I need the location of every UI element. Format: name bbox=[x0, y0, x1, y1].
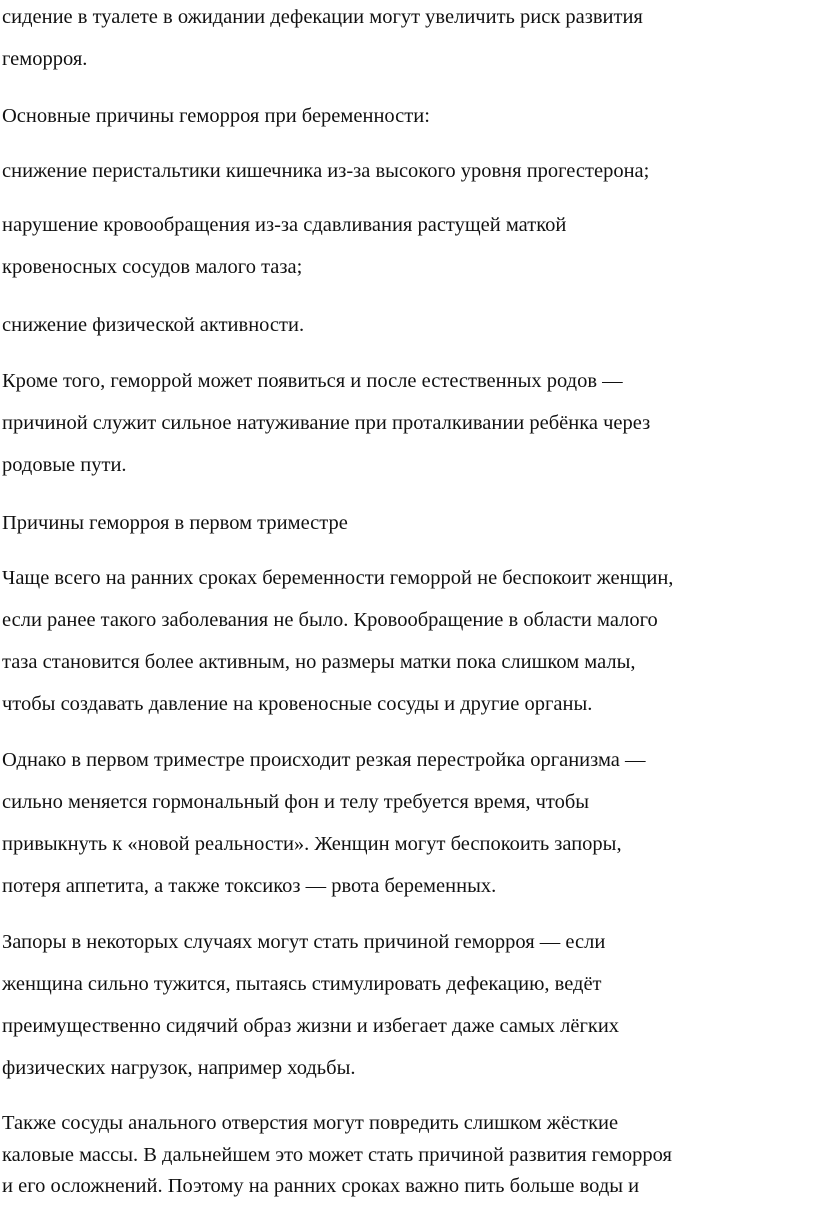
text-line: преимущественно сидячий образ жизни и избегает даже самых лёгких bbox=[2, 1015, 620, 1037]
list-item-peristalsis bbox=[2, 150, 649, 192]
section-heading-first-trimester bbox=[2, 502, 348, 544]
text-line: привыкнуть к «новой реальности». Женщин могут беспокоить запоры, bbox=[2, 833, 622, 855]
text-line: нарушение кровообращения из-за сдавливания растущей маткой bbox=[2, 214, 567, 236]
text-line: женщина сильно тужится, пытаясь стимулировать дефекацию, ведёт bbox=[2, 973, 602, 995]
paragraph-hygiene-risk bbox=[2, 0, 643, 80]
text-line: таза становится более активным, но размеры матки пока слишком малы, bbox=[2, 651, 636, 673]
list-item-activity bbox=[2, 304, 304, 346]
text-line: Запоры в некоторых случаях могут стать причиной геморроя — если bbox=[2, 931, 606, 953]
text-line: чтобы создавать давление на кровеносные сосуды и другие органы. bbox=[2, 693, 593, 715]
text-line: Причины геморроя в первом триместре bbox=[2, 512, 348, 534]
text-line: кровеносных сосудов малого таза; bbox=[2, 256, 303, 278]
paragraph-main-causes-heading bbox=[2, 95, 430, 137]
text-line: родовые пути. bbox=[2, 454, 127, 476]
text-line: Основные причины геморроя при беременности: bbox=[2, 105, 430, 127]
text-line: и его осложнений. Поэтому на ранних сроках важно пить больше воды и bbox=[2, 1175, 640, 1197]
list-item-circulation bbox=[2, 204, 566, 288]
text-line: Чаще всего на ранних сроках беременности геморрой не беспокоит женщин, bbox=[2, 567, 674, 589]
text-line: физических нагрузок, например ходьбы. bbox=[2, 1057, 356, 1079]
text-line: потеря аппетита, а также токсикоз — рвота беременных. bbox=[2, 875, 497, 897]
paragraph-early-term bbox=[2, 557, 673, 725]
text-line: сильно меняется гормональный фон и телу требуется время, чтобы bbox=[2, 791, 590, 813]
text-line: Однако в первом триместре происходит резкая перестройка организма — bbox=[2, 749, 646, 771]
paragraph-after-birth bbox=[2, 360, 650, 486]
paragraph-anal-vessels bbox=[2, 1108, 672, 1203]
text-line: Кроме того, геморрой может появиться и после естественных родов — bbox=[2, 370, 623, 392]
paragraph-restructuring bbox=[2, 739, 646, 907]
text-line: сидение в туалете в ожидании дефекации могут увеличить риск развития bbox=[2, 6, 643, 28]
text-line: геморроя. bbox=[2, 48, 88, 70]
paragraph-constipation bbox=[2, 921, 619, 1089]
text-line: снижение физической активности. bbox=[2, 314, 305, 336]
text-line: Также сосуды анального отверстия могут повредить слишком жёсткие bbox=[2, 1112, 619, 1134]
text-line: причиной служит сильное натуживание при проталкивании ребёнка через bbox=[2, 412, 651, 434]
text-line: каловые массы. В дальнейшем это может стать причиной развития геморроя bbox=[2, 1143, 672, 1166]
text-line: если ранее такого заболевания не было. Кровообращение в области малого bbox=[2, 609, 658, 631]
text-line: снижение перистальтики кишечника из-за высокого уровня прогестерона; bbox=[2, 160, 650, 182]
